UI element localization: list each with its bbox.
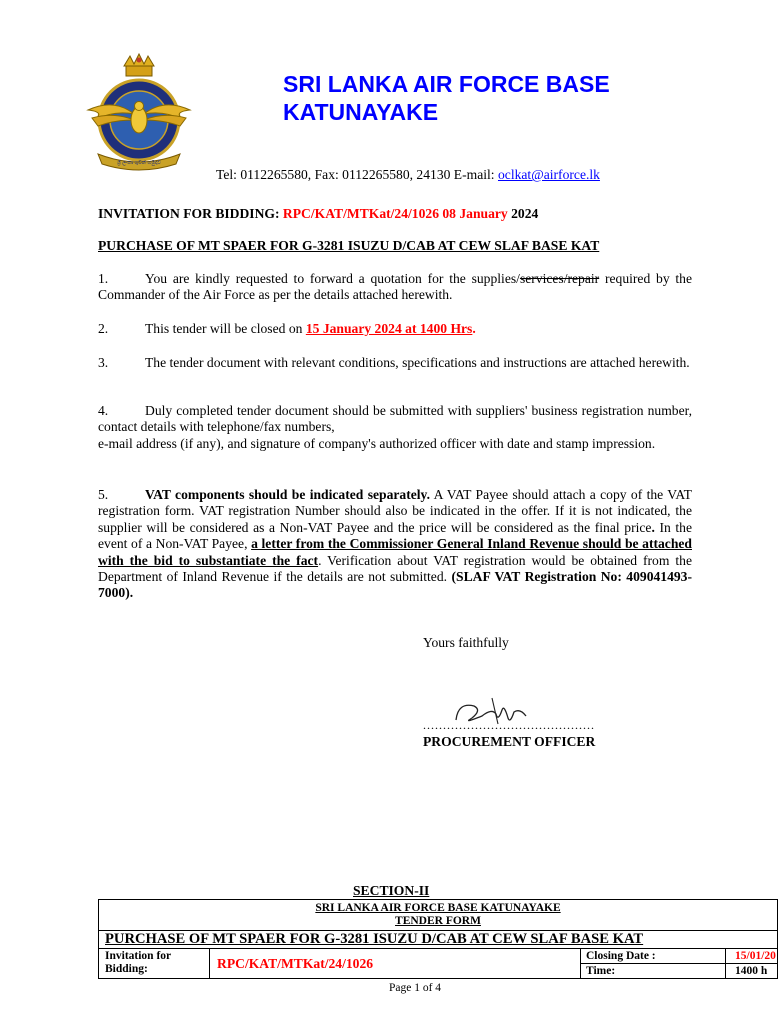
paragraph-number: 1. [98, 271, 109, 286]
paragraph-text: This tender will be closed on [145, 321, 306, 336]
invitation-label: INVITATION FOR BIDDING: [98, 206, 283, 221]
section-title: SECTION-II [353, 883, 430, 898]
paragraph-text: . Verification about VAT registration would be obtained from the Department of Inland Revenue if the details are not submitted. [98, 552, 692, 585]
divider [99, 948, 777, 949]
paragraph-text: required by the Commander of the Air Force as per the details attached herewith. [98, 271, 692, 303]
paragraph-text: In the event of a Non-VAT Payee, [98, 519, 692, 552]
closing-salutation: Yours faithfully [423, 635, 509, 650]
paragraph-text: You are kindly requested to forward a quotation for the supplies/ [145, 271, 520, 286]
paragraph-text: A VAT Payee should attach a copy of the VAT registration form. VAT registration Number should also be indicated in the offer. If it is not indicated, the supplier will be considered as a Non-VAT Payee and the price will be considered as the final price [98, 487, 692, 535]
struck-text: services/repair [519, 271, 600, 286]
tender-form-box [98, 899, 778, 979]
invitation-label-line: Bidding: [105, 963, 148, 975]
commissioner-letter-notice: a letter from the Commissioner General Inland Revenue should be attached with the bid to substantiate the fact [98, 536, 692, 568]
invitation-label-line: Invitation for [105, 950, 172, 962]
paragraph-1 [98, 271, 692, 304]
page-title [283, 70, 610, 126]
emblem-motto: ශ්‍රී ලංකා ගුවන් හමුදාව [117, 160, 161, 166]
invitation-label [105, 950, 171, 976]
form-organization: SRI LANKA AIR FORCE BASE KATUNAYAKE [315, 902, 561, 914]
paragraph-number: 5. [98, 487, 109, 502]
divider [209, 949, 210, 978]
crown-icon [124, 54, 154, 76]
paragraph-number: 3. [98, 355, 109, 370]
bold-period: . [651, 519, 655, 535]
signature-line: ........................................... [423, 718, 595, 732]
invitation-reference: RPC/KAT/MTKat/24/1026 08 January [282, 206, 508, 221]
paragraph-text: e-mail address (if any), and signature of company's authorized officer with date and stamp impression. [98, 435, 656, 451]
air-force-emblem [84, 54, 194, 172]
closing-date-text: 15 January 2024 at 1400 Hrs [305, 321, 473, 336]
vat-notice: VAT components should be indicated separately. [145, 487, 430, 502]
time-label: Time: [586, 965, 616, 977]
email-link[interactable]: oclkat@airforce.lk [497, 167, 600, 182]
paragraph-4 [98, 403, 692, 452]
paragraph-5 [98, 487, 692, 602]
invitation-line [98, 206, 538, 222]
contact-text: Tel: 0112265580, Fax: 0112265580, 24130 E-mail: [216, 167, 498, 182]
paragraph-number: 2. [98, 321, 109, 336]
form-header [99, 902, 777, 928]
time-value: 1400 h [735, 965, 768, 977]
paragraph-number: 4. [98, 403, 109, 418]
contact-line [216, 167, 600, 183]
form-reference: RPC/KAT/MTKat/24/1026 [217, 956, 374, 971]
page-number: Page 1 of 4 [389, 982, 442, 994]
officer-title: PROCUREMENT OFFICER [423, 734, 596, 749]
paragraph-3 [98, 355, 692, 371]
closing-date-period: . [472, 321, 476, 336]
title-line-1: SRI LANKA AIR FORCE BASE [283, 71, 610, 97]
paragraph-2 [98, 321, 692, 337]
form-name: TENDER FORM [395, 915, 481, 927]
closing-date-value: 15/01/20 [735, 950, 776, 962]
vat-registration-number: (SLAF VAT Registration No: 409041493-7000). [98, 569, 693, 601]
paragraph-text: Duly completed tender document should be submitted with suppliers' business registration number, contact details with telephone/fax numbers, [98, 403, 692, 435]
purchase-heading: PURCHASE OF MT SPAER FOR G-3281 ISUZU D/CAB AT CEW SLAF BASE KAT [98, 238, 600, 253]
title-line-2: KATUNAYAKE [283, 99, 439, 125]
divider [580, 963, 777, 964]
closing-date-label: Closing Date : [586, 950, 656, 962]
paragraph-text: The tender document with relevant conditions, specifications and instructions are attached herewith. [145, 355, 690, 370]
form-purchase-title: PURCHASE OF MT SPAER FOR G-3281 ISUZU D/CAB AT CEW SLAF BASE KAT [105, 931, 644, 947]
invitation-year: 2024 [507, 206, 539, 221]
